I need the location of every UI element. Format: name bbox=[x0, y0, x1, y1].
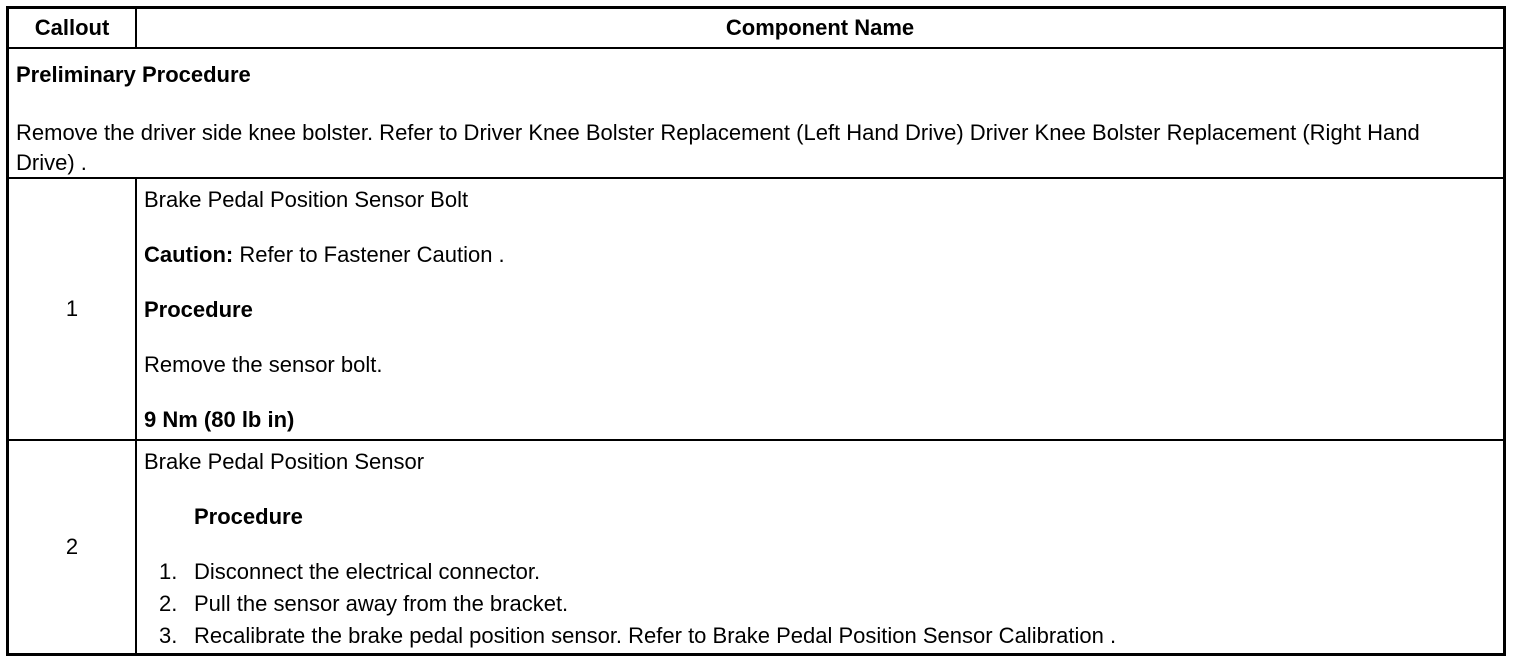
component-cell bbox=[137, 179, 1503, 439]
step-number: 1. bbox=[159, 559, 178, 584]
component-cell bbox=[137, 441, 1503, 653]
procedure-table bbox=[6, 6, 1506, 656]
step-number: 3. bbox=[159, 623, 178, 648]
step-text: Disconnect the electrical connector. bbox=[194, 559, 541, 584]
procedure-step: Remove the sensor bolt. bbox=[144, 352, 383, 377]
step-text: Recalibrate the brake pedal position sensor. Refer to Brake Pedal Position Sensor Calibration . bbox=[194, 623, 1117, 648]
table-header bbox=[9, 9, 1503, 49]
procedure-label: Procedure bbox=[194, 504, 303, 529]
table-row bbox=[9, 441, 1503, 653]
preliminary-title: Preliminary Procedure bbox=[16, 62, 251, 87]
caution-text: Refer to Fastener Caution . bbox=[233, 242, 505, 267]
header-callout: Callout bbox=[9, 9, 137, 47]
procedure-label: Procedure bbox=[144, 297, 253, 322]
caution-note bbox=[144, 242, 505, 268]
torque-spec: 9 Nm (80 lb in) bbox=[144, 407, 295, 432]
table-row bbox=[9, 179, 1503, 441]
step-number: 2. bbox=[159, 591, 178, 616]
header-component-name: Component Name bbox=[725, 15, 915, 40]
component-name: Brake Pedal Position Sensor Bolt bbox=[144, 187, 469, 212]
preliminary-text: Remove the driver side knee bolster. Refer to Driver Knee Bolster Replacement (Left Hand Drive) Driver Knee Bolster Replacement (Right Hand Drive) . bbox=[16, 120, 1420, 175]
callout-number: 1 bbox=[9, 179, 137, 439]
callout-number: 2 bbox=[9, 441, 137, 653]
component-name: Brake Pedal Position Sensor bbox=[144, 449, 425, 474]
caution-label: Caution: bbox=[144, 242, 234, 267]
step-text: Pull the sensor away from the bracket. bbox=[194, 591, 569, 616]
preliminary-procedure bbox=[9, 49, 1503, 179]
